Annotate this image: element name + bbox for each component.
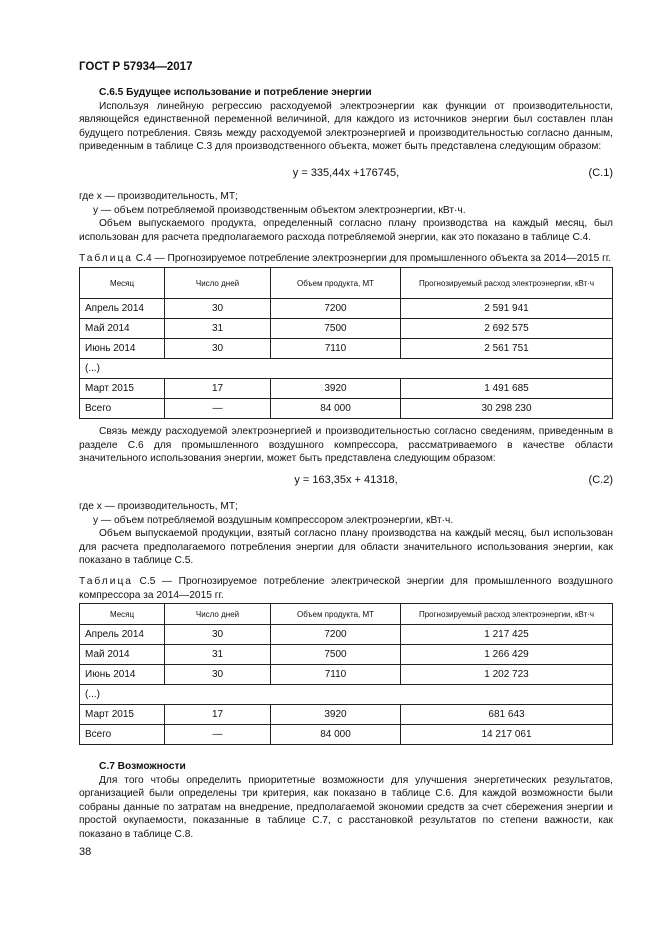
paragraph: Объем выпускаемого продукта, определенный согласно плану производства на каждый месяц, был использован для расчета предполагаемого расхода потребляемой энергии, как это показано в таблице С.4. [79, 218, 613, 243]
table-cell: 3920 [271, 379, 401, 399]
table-c5 [79, 603, 613, 745]
col-header: Объем продукта, МТ [271, 604, 401, 625]
table-cell: (...) [80, 685, 613, 705]
definitions [79, 500, 613, 527]
paragraph: Объем выпускаемой продукции, взятый согласно плану производства на каждый месяц, был использован для расчета предполагаемого потребления энергии для области значительного использования энергии, как показано в таблице С.5. [79, 528, 613, 567]
table-cell: 2 692 575 [401, 319, 613, 339]
caption-label: Таблица [79, 253, 133, 264]
table-cell: Март 2015 [80, 379, 165, 399]
table-cell: Июнь 2014 [80, 339, 165, 359]
table-cell: 30 [165, 299, 271, 319]
table-cell: — [165, 399, 271, 419]
table-cell: — [165, 725, 271, 745]
caption-text: С.4 — Прогнозируемое потребление электроэнергии для промышленного объекта за 2014—2015 гг. [135, 253, 612, 264]
formula-c1 [79, 167, 613, 183]
table-cell: 30 298 230 [401, 399, 613, 419]
definition-x: где x — производительность, МТ; [79, 501, 238, 512]
table-row [80, 379, 613, 399]
table-header-row [80, 268, 613, 299]
table-cell: Май 2014 [80, 645, 165, 665]
col-header: Объем продукта, МТ [271, 268, 401, 299]
col-header: Число дней [165, 604, 271, 625]
table-cell: 2 591 941 [401, 299, 613, 319]
definition-x: где x — производительность, МТ; [79, 191, 238, 202]
table-c4 [79, 267, 613, 419]
table-cell: 7500 [271, 645, 401, 665]
paragraph: Для того чтобы определить приоритетные возможности для улучшения энергетических результатов, организацией были определены три критерия, как показано в таблице С.6. Для каждой возможности были собраны данные по затратам на внедрение, предполагаемой экономии средств за счет сбережения энергии и простой окупаемости, показанные в таблице С.7, с расстановкой результатов по степени важности, как показано в таблице С.8. [79, 774, 613, 840]
table-row-total [80, 725, 613, 745]
table-cell: 84 000 [271, 399, 401, 419]
section-c65 [79, 86, 613, 154]
col-header: Число дней [165, 268, 271, 299]
paragraph: Используя линейную регрессию расходуемой электроэнергии как функции от производительности, являющейся единственной переменной величиной, для каждого из источников энергии был составлен план будущего потребления. Связь между расходуемой электроэнергией и производительностью согласно данным, приведенным в таблице С.3 для производственного объекта, может быть представлена следующим образом: [79, 100, 613, 153]
caption-text: С.5 — Прогнозируемое потребление электрической энергии для промышленного воздушного компрессора за 2014—2015 гг. [79, 576, 613, 601]
col-header: Месяц [80, 268, 165, 299]
table-row [80, 625, 613, 645]
table-cell: 31 [165, 645, 271, 665]
col-header: Прогнозируемый расход электроэнергии, кВт·ч [401, 604, 613, 625]
col-header: Месяц [80, 604, 165, 625]
table-cell: Апрель 2014 [80, 625, 165, 645]
table-cell: 7500 [271, 319, 401, 339]
table-cell: Июнь 2014 [80, 665, 165, 685]
table-cell: 7200 [271, 625, 401, 645]
table-cell: Май 2014 [80, 319, 165, 339]
section-heading: С.6.5 Будущее использование и потребление энергии [99, 87, 372, 98]
table-caption-c5 [79, 575, 613, 602]
col-header: Прогнозируемый расход электроэнергии, кВт·ч [401, 268, 613, 299]
table-cell: 1 202 723 [401, 665, 613, 685]
table-cell: Апрель 2014 [80, 299, 165, 319]
table-cell: Всего [80, 399, 165, 419]
table-cell: Всего [80, 725, 165, 745]
table-row [80, 705, 613, 725]
table-row [80, 665, 613, 685]
table-cell: 30 [165, 339, 271, 359]
table-cell: 3920 [271, 705, 401, 725]
table-cell: 681 643 [401, 705, 613, 725]
table-cell: (...) [80, 359, 613, 379]
formula-number: (С.2) [588, 474, 613, 486]
formula: y = 335,44x +176745, [292, 167, 400, 179]
table-row [80, 339, 613, 359]
table-cell: Март 2015 [80, 705, 165, 725]
table-cell: 7110 [271, 339, 401, 359]
formula: y = 163,35x + 41318, [294, 474, 398, 486]
section-c7 [79, 760, 613, 842]
definition-y: y — объем потребляемой производственным объектом электроэнергии, кВт·ч. [93, 204, 466, 216]
table-header-row [80, 604, 613, 625]
table-cell: 17 [165, 379, 271, 399]
table-row-ellipsis [80, 685, 613, 705]
table-row [80, 645, 613, 665]
table-cell: 7110 [271, 665, 401, 685]
table-cell: 2 561 751 [401, 339, 613, 359]
table-cell: 1 491 685 [401, 379, 613, 399]
section-heading: С.7 Возможности [99, 761, 186, 772]
definitions [79, 190, 613, 217]
table-cell: 31 [165, 319, 271, 339]
table-cell: 30 [165, 665, 271, 685]
definition-y: y — объем потребляемой воздушным компрессором электроэнергии, кВт·ч. [93, 514, 454, 526]
standard-header: ГОСТ Р 57934—2017 [79, 61, 193, 73]
table-row-ellipsis [80, 359, 613, 379]
table-cell: 30 [165, 625, 271, 645]
table-cell: 7200 [271, 299, 401, 319]
formula-number: (С.1) [588, 167, 613, 179]
table-row [80, 319, 613, 339]
table-row-total [80, 399, 613, 419]
table-caption-c4 [79, 252, 613, 266]
table-cell: 1 266 429 [401, 645, 613, 665]
caption-label: Таблица [79, 576, 133, 587]
page-number: 38 [79, 846, 92, 858]
table-cell: 1 217 425 [401, 625, 613, 645]
paragraph: Связь между расходуемой электроэнергией и производительностью согласно сведениям, приведенным в разделе С.6 для промышленного воздушного компрессора, рассматриваемого в качестве области значительного использования энергии, может быть представлена следующим образом: [79, 426, 613, 465]
table-row [80, 299, 613, 319]
table-cell: 17 [165, 705, 271, 725]
table-cell: 14 217 061 [401, 725, 613, 745]
table-cell: 84 000 [271, 725, 401, 745]
formula-c2 [79, 474, 613, 490]
